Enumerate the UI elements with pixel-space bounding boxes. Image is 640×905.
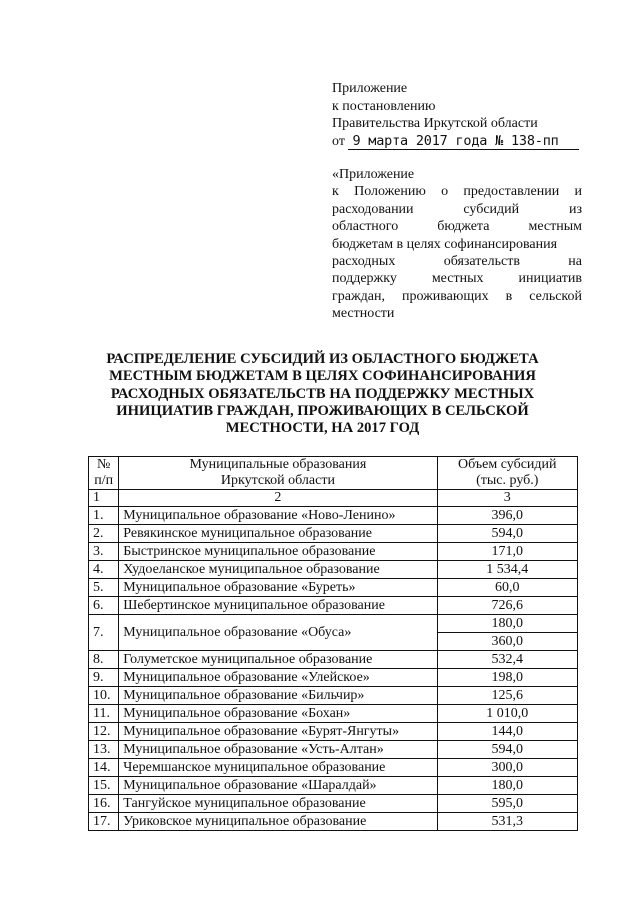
- appendix-reference-line: областного бюджета местным: [332, 219, 582, 235]
- row-number: 12.: [89, 723, 119, 741]
- municipality-name: Черемшанское муниципальное образование: [119, 759, 437, 777]
- subsidy-amount: 171,0: [437, 543, 577, 561]
- table-row: [89, 615, 578, 633]
- table-row: [89, 777, 578, 795]
- subsidy-amount: 1 534,4: [437, 561, 577, 579]
- municipality-name: Муниципальное образование «Бильчир»: [119, 687, 437, 705]
- subsidy-amount: 532,4: [437, 651, 577, 669]
- title-line: МЕСТНЫМ БЮДЖЕТАМ В ЦЕЛЯХ СОФИНАНСИРОВАНИЯ: [109, 368, 536, 385]
- subsidy-amount: 125,6: [437, 687, 577, 705]
- index-cell: 1: [89, 490, 119, 507]
- header-name: Муниципальные образования Иркутской области: [119, 457, 437, 490]
- appendix-reference-line: к Положению о предоставлении и: [332, 184, 582, 200]
- appendix-header: [332, 80, 582, 150]
- municipality-name: Голуметское муниципальное образование: [119, 651, 437, 669]
- subsidy-amount: 180,0: [437, 615, 577, 633]
- appendix-reference: [332, 166, 582, 323]
- table-row: [89, 687, 578, 705]
- row-number: 11.: [89, 705, 119, 723]
- title-line: МЕСТНОСТИ, НА 2017 ГОД: [225, 420, 420, 437]
- table-row: [89, 525, 578, 543]
- appendix-reference-line: поддержку местных инициатив: [332, 271, 582, 287]
- row-number: 6.: [89, 597, 119, 615]
- table-row: [89, 597, 578, 615]
- municipality-name: Шебертинское муниципальное образование: [119, 597, 437, 615]
- title-line: РАСПРЕДЕЛЕНИЕ СУБСИДИЙ ИЗ ОБЛАСТНОГО БЮДЖЕТА: [106, 351, 539, 367]
- municipality-name: Тангуйское муниципальное образование: [119, 795, 437, 813]
- municipality-name: Ревякинское муниципальное образование: [119, 525, 437, 543]
- table-row: [89, 705, 578, 723]
- table-row: [89, 813, 578, 831]
- row-number: 17.: [89, 813, 119, 831]
- municipality-name: Муниципальное образование «Ново-Ленино»: [119, 507, 437, 525]
- table-row: [89, 561, 578, 579]
- appendix-reference-line: расходных обязательств на: [332, 254, 582, 270]
- row-number: 1.: [89, 507, 119, 525]
- row-number: 2.: [89, 525, 119, 543]
- subsidy-amount: 396,0: [437, 507, 577, 525]
- appendix-reference-line: бюджетам в целях софинансирования: [332, 236, 558, 252]
- municipality-name: Худоеланское муниципальное образование: [119, 561, 437, 579]
- appendix-reference-line: граждан, проживающих в сельской: [332, 288, 582, 304]
- appendix-reference-line: расходовании субсидий из: [332, 201, 582, 217]
- table-row: [89, 669, 578, 687]
- subsidy-amount: 595,0: [437, 795, 577, 813]
- index-cell: 3: [437, 490, 577, 507]
- index-cell: 2: [119, 490, 437, 507]
- row-number: 14.: [89, 759, 119, 777]
- subsidy-amount: 198,0: [437, 669, 577, 687]
- table-row: [89, 651, 578, 669]
- table-row: [89, 723, 578, 741]
- decree-date: 9 марта 2017 года № 138-пп: [348, 133, 578, 150]
- municipality-name: Муниципальное образование «Шаралдай»: [119, 777, 437, 795]
- table-row: [89, 543, 578, 561]
- row-number: 13.: [89, 741, 119, 759]
- table-header-row: [89, 457, 578, 490]
- row-number: 8.: [89, 651, 119, 669]
- header-num: № п/п: [89, 457, 119, 490]
- municipality-name: Муниципальное образование «Бохан»: [119, 705, 437, 723]
- table-row: [89, 507, 578, 525]
- municipality-name: Муниципальное образование «Улейское»: [119, 669, 437, 687]
- municipality-name: Муниципальное образование «Обуса»: [119, 615, 437, 651]
- row-number: 16.: [89, 795, 119, 813]
- row-number: 5.: [89, 579, 119, 597]
- row-number: 4.: [89, 561, 119, 579]
- document-title: [90, 351, 555, 437]
- table-row: [89, 759, 578, 777]
- table-row: [89, 579, 578, 597]
- appendix-reference-line: местности: [332, 306, 395, 322]
- decree-date-line: [332, 133, 582, 151]
- table-row: [89, 795, 578, 813]
- header-amount: Объем субсидий (тыс. руб.): [437, 457, 577, 490]
- subsidy-amount: 594,0: [437, 741, 577, 759]
- table-index-row: [89, 490, 578, 507]
- subsidies-table: [88, 456, 578, 831]
- row-number: 9.: [89, 669, 119, 687]
- subsidy-amount: 60,0: [437, 579, 577, 597]
- subsidy-amount: 531,3: [437, 813, 577, 831]
- municipality-name: Быстринское муниципальное образование: [119, 543, 437, 561]
- row-number: 3.: [89, 543, 119, 561]
- municipality-name: Муниципальное образование «Бурят-Янгуты»: [119, 723, 437, 741]
- appendix-reference-line: «Приложение: [332, 167, 415, 182]
- subsidy-amount: 360,0: [437, 633, 577, 651]
- subsidy-amount: 594,0: [437, 525, 577, 543]
- appendix-line: Приложение: [332, 81, 408, 96]
- date-prefix: от: [332, 133, 345, 149]
- appendix-line: к постановлению: [332, 98, 436, 114]
- municipality-name: Муниципальное образование «Буреть»: [119, 579, 437, 597]
- appendix-line: Правительства Иркутской области: [332, 116, 538, 131]
- title-line: ИНИЦИАТИВ ГРАЖДАН, ПРОЖИВАЮЩИХ В СЕЛЬСКОЙ: [116, 402, 529, 419]
- subsidy-amount: 144,0: [437, 723, 577, 741]
- row-number: 10.: [89, 687, 119, 705]
- row-number: 7.: [89, 615, 119, 651]
- title-line: РАСХОДНЫХ ОБЯЗАТЕЛЬСТВ НА ПОДДЕРЖКУ МЕСТНЫХ: [110, 385, 535, 402]
- row-number: 15.: [89, 777, 119, 795]
- subsidy-amount: 180,0: [437, 777, 577, 795]
- subsidy-amount: 726,6: [437, 597, 577, 615]
- municipality-name: Муниципальное образование «Усть-Алтан»: [119, 741, 437, 759]
- subsidy-amount: 1 010,0: [437, 705, 577, 723]
- table-row: [89, 741, 578, 759]
- subsidy-amount: 300,0: [437, 759, 577, 777]
- municipality-name: Уриковское муниципальное образование: [119, 813, 437, 831]
